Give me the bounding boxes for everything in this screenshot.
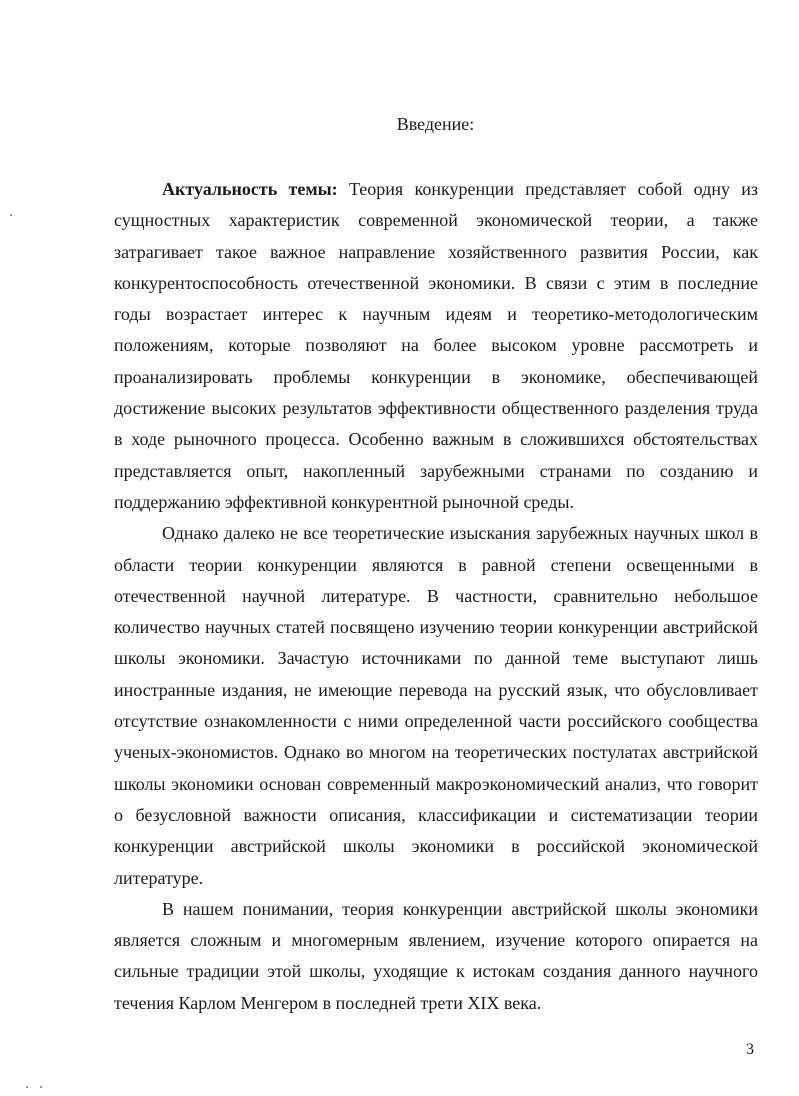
page-number: 3 [746,1041,754,1058]
paragraph-literature: Однако далеко не все теоретические изыскания зарубежных научных школ в области теории конкуренции являются в равной степени освещенными в отечественной научной литературе. В частности, сравнительно небольшое количество научных статей посвящено изучению теории конкуренции австрийской школы экономики. Зачастую источниками по данной теме выступают лишь иностранные издания, не имеющие перевода на русский язык, что обусловливает отсутствие ознакомленности с ними определенной части российского сообщества ученых-экономистов. Однако во многом на теоретических постулатах австрийской школы экономики основан современный макроэкономический анализ, что говорит о безусловной важности описания, классификации и систематизации теории конкуренции австрийской школы экономики в российской экономической литературе. [114,523,758,888]
page-title: Введение: [396,114,475,134]
scan-speck [10,214,12,216]
scan-speck [40,1086,42,1088]
body-text [114,174,758,1019]
paragraph-text: Теория конкуренции представляет собой одну из сущностных характеристик современной экономической теории, а также затрагивает такое важное направление хозяйственного развития России, как конкурентоспособность отечественной экономики. В связи с этим в последние годы возрастает интерес к научным идеям и теоретико-методологическим положениям, которые позволяют на более высоком уровне рассмотреть и проанализировать проблемы конкуренции в экономике, обеспечивающей достижение высоких результатов эффективности общественного разделения труда в ходе рыночного процесса. Особенно важным в сложившихся обстоятельствах представляется опыт, накопленный зарубежными странами по созданию и поддержанию эффективной конкурентной рыночной среды. [114,179,759,512]
paragraph-lead: Актуальность темы: [162,179,338,199]
scan-speck [26,1086,28,1088]
paragraph-relevance [114,174,758,518]
paragraph-understanding: В нашем понимании, теория конкуренции австрийской школы экономики является сложным и многомерным явлением, изучение которого опирается на сильные традиции этой школы, уходящие к истокам создания данного научного течения Карлом Менгером в последней трети XIX века. [114,898,758,1013]
